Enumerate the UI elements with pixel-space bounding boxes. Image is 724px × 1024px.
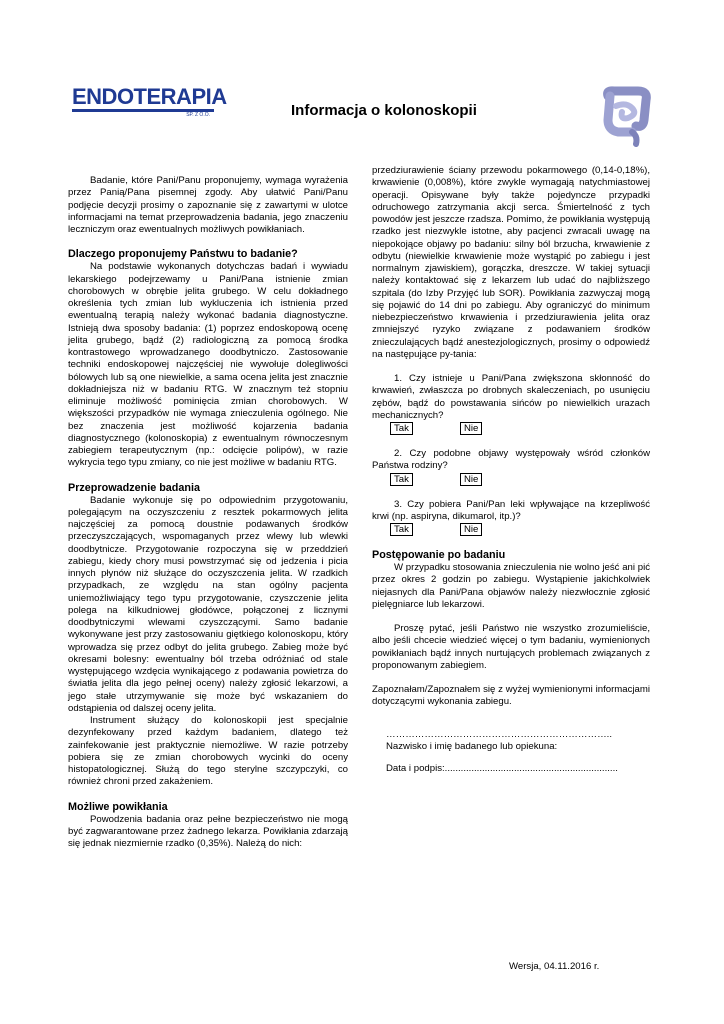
after-paragraph: W przypadku stosowania znieczulenia nie wolno jeść ani pić przez okres 2 godzin po zabiegu. Wystąpienie jakichkolwiek niejasnych dla Pani/Pana objawów należy niezwłocznie zgłosić pielęgniarce lub lekarzowi.	[372, 562, 650, 610]
right-column	[372, 165, 650, 775]
checkbox-nie-2[interactable]: Nie	[460, 473, 482, 486]
checkbox-nie-1[interactable]: Nie	[460, 422, 482, 435]
checkbox-tak-1[interactable]: Tak	[390, 422, 413, 435]
instrument-paragraph: Instrument służący do kolonoskopii jest specjalnie dezynfekowany przed każdym badaniem, dlatego też zainfekowanie jest praktycznie niemożliwe. W razie potrzeby pobiera się ze zmian chorobowych wycinki do oceny histopatologicznej. Służą do tego sterylne szczypczyki, co również chroni przed zakażeniem.	[68, 715, 348, 788]
heading-why: Dlaczego proponujemy Państwu to badanie?	[68, 248, 298, 261]
checkbox-tak-3[interactable]: Tak	[390, 523, 413, 536]
endoterapia-logo	[72, 84, 227, 120]
question-2: 2. Czy podobne objawy występowały wśród członków Państwa rodziny?	[372, 448, 650, 472]
signature-line[interactable]: ……………………………………………………………..	[386, 728, 612, 740]
page-title: Informacja o kolonoskopii	[291, 102, 477, 119]
answer-row-3	[372, 523, 650, 537]
colon-illustration-icon	[598, 86, 654, 148]
signature-label: Nazwisko i imię badanego lub opiekuna:	[386, 740, 558, 752]
why-paragraph: Na podstawie wykonanych dotychczas badań i wywiadu lekarskiego podejrzewamy u Pani/Pana istnienie zmian chorobowych w obrębie jelita grubego. W celu dokładnego określenia tych zmian lub wykluczenia ich istnienia przed ewentualną terapią należy wykonać badania diagnostyczne. Istnieją dwa sposoby badania: (1) poprzez endoskopową ocenę jelita grubego, bądź (2) radiologiczną za pomocą środka kontrastowego wprowadzanego doodbytniczo. Zastosowanie techniki endoskopowej najczęściej nie wywołuje dolegliwości bólowych lub są one niewielkie, a sama ocena jelita jest znacznie dokładniejsza niż w badaniu RTG. W znacznym też stopniu eliminuje możliwość pominięcia zmian chorobowych. W większości przypadków nie wymaga znieczulenia ogólnego. Nie bez znaczenia jest możliwość kojarzenia badania diagnostycznego (kolonoskopia) z ewentualnym równoczesnym zabiegiem terapeutycznym (np.: odcięcie polipów), w razie wykrycia tego typu zmiany, co nie jest możliwe w badaniu RTG.	[68, 261, 348, 469]
checkbox-tak-2[interactable]: Tak	[390, 473, 413, 486]
acknowledgement-paragraph: Zapoznałam/Zapoznałem się z wyżej wymienionymi informacjami dotyczącymi wykonania zabiegu.	[372, 684, 650, 708]
complications-continued: przedziurawienie ściany przewodu pokarmowego (0,14-0,18%), krwawienie (0,008%), które zwykle wymagają natychmiastowej operacji. Opisywane były także pojedyncze przypadki odruchowego zatrzymania akcji serca. Śmiertelność z tych powodów jest jeszcze rzadsza. Pomimo, że powikłania występują rzadko jest niezwykle istotne, aby pacjenci zwracali uwagę na niepokojące objawy po badaniu: silny ból brzucha, krwawienie z odbytu (niewielkie krwawienie może wystąpić po zabiegu i jest normalnym zjawiskiem), gorączka, dreszcze. W takiej sytuacji należy kontaktować się z lekarzem lub udać do najbliższego szpitala (do Izby Przyjęć lub SOR). Powikłania zazwyczaj mogą się pojawić do 14 dni po zabiegu. Aby ograniczyć do minimum niebezpieczeństwo krwawienia i przedziurawienia jelita oraz zmniejszyć ryzyko związane z podawaniem środków znieczulających bądź anestezjologicznych, prosimy o odpowiedź na następujące py-tania:	[372, 165, 650, 360]
questions-paragraph: Proszę pytać, jeśli Państwo nie wszystko zrozumieliście, albo jeśli chcecie wiedzieć więcej o tym badaniu, wymienionych powikłaniach bądź innych nurtujących problemach związanych z proponowanym zabiegiem.	[372, 623, 650, 671]
logo-text: ENDOTERAPIA	[72, 84, 227, 109]
version-footer: Wersja, 04.11.2016 r.	[509, 961, 600, 972]
date-signature-field[interactable]: Data i podpis:.................................................................	[386, 763, 618, 774]
answer-row-1	[372, 422, 650, 436]
heading-after: Postępowanie po badaniu	[372, 549, 506, 561]
left-column	[68, 175, 348, 850]
procedure-paragraph: Badanie wykonuje się po odpowiednim przygotowaniu, polegającym na oczyszczeniu z resztek pokarmowych jelita najczęściej za pomocą doustnie podawanych środków przeczyszczających, wspomaganych przez wlewy lub wlewki doodbytnicze. Przygotowanie rozpoczyna się w przeddzień zabiegu, kiedy chory musi powstrzymać się od jedzenia i picia innych płynów niż służące do oczyszczenia jelita. W rzadkich przypadkach, ze względu na stan ogólny pacjenta uniemożliwiający tego typu przygotowanie, czyszczenie jelita polega na kilkudniowej głodówce, połączonej z licznymi doodbytniczymi wlewami czyszczącymi. Samo badanie wykonywane jest przy zastosowaniu giętkiego kolonoskopu, który wprowadza się przez odbyt do jelita grubego. Zabieg może być okresami bolesny: ewentualny ból trzeba odróżniać od stale występującego wzdęcia wynikającego z podawania powietrza do światła jelita dla jego pełnej oceny) należy zgłosić lekarzowi, a jego stałe utrzymywanie się może być wskazaniem do odstąpienia od dalszej oceny jelita.	[68, 494, 348, 714]
complications-paragraph: Powodzenia badania oraz pełne bezpieczeństwo nie mogą być zagwarantowane przez żadnego lekarza. Powikłania zdarzają się jednak niezmiernie rzadko (0,35%). Należą do nich:	[68, 813, 348, 849]
question-3: 3. Czy pobiera Pani/Pan leki wpływające na krzepliwość krwi (np. aspiryna, dikumarol, itp.)?	[372, 498, 650, 522]
checkbox-nie-3[interactable]: Nie	[460, 523, 482, 536]
question-1: 1. Czy istnieje u Pani/Pana zwiększona skłonność do krwawień, zwłaszcza po drobnych skaleczeniach, po usunięciu zębów, bądź do powstawania sińców po niewielkich urazach mechanicznych?	[372, 373, 650, 421]
intro-paragraph: Badanie, które Pani/Panu proponujemy, wymaga wyrażenia przez Panią/Pana pisemnej zgody. Aby ułatwić Pani/Panu podjęcie decyzji prosimy o zapoznanie się z zawartymi w ulotce informacjami na temat przeprowadzenia badania, jego znaczeniu leczniczym oraz ewentualnych możliwych powikłaniach.	[68, 175, 348, 235]
heading-complications: Możliwe powikłania	[68, 800, 168, 813]
answer-row-2	[372, 473, 650, 487]
heading-procedure: Przeprowadzenie badania	[68, 481, 200, 494]
logo-subtext: SP. Z O.O.	[186, 112, 210, 118]
